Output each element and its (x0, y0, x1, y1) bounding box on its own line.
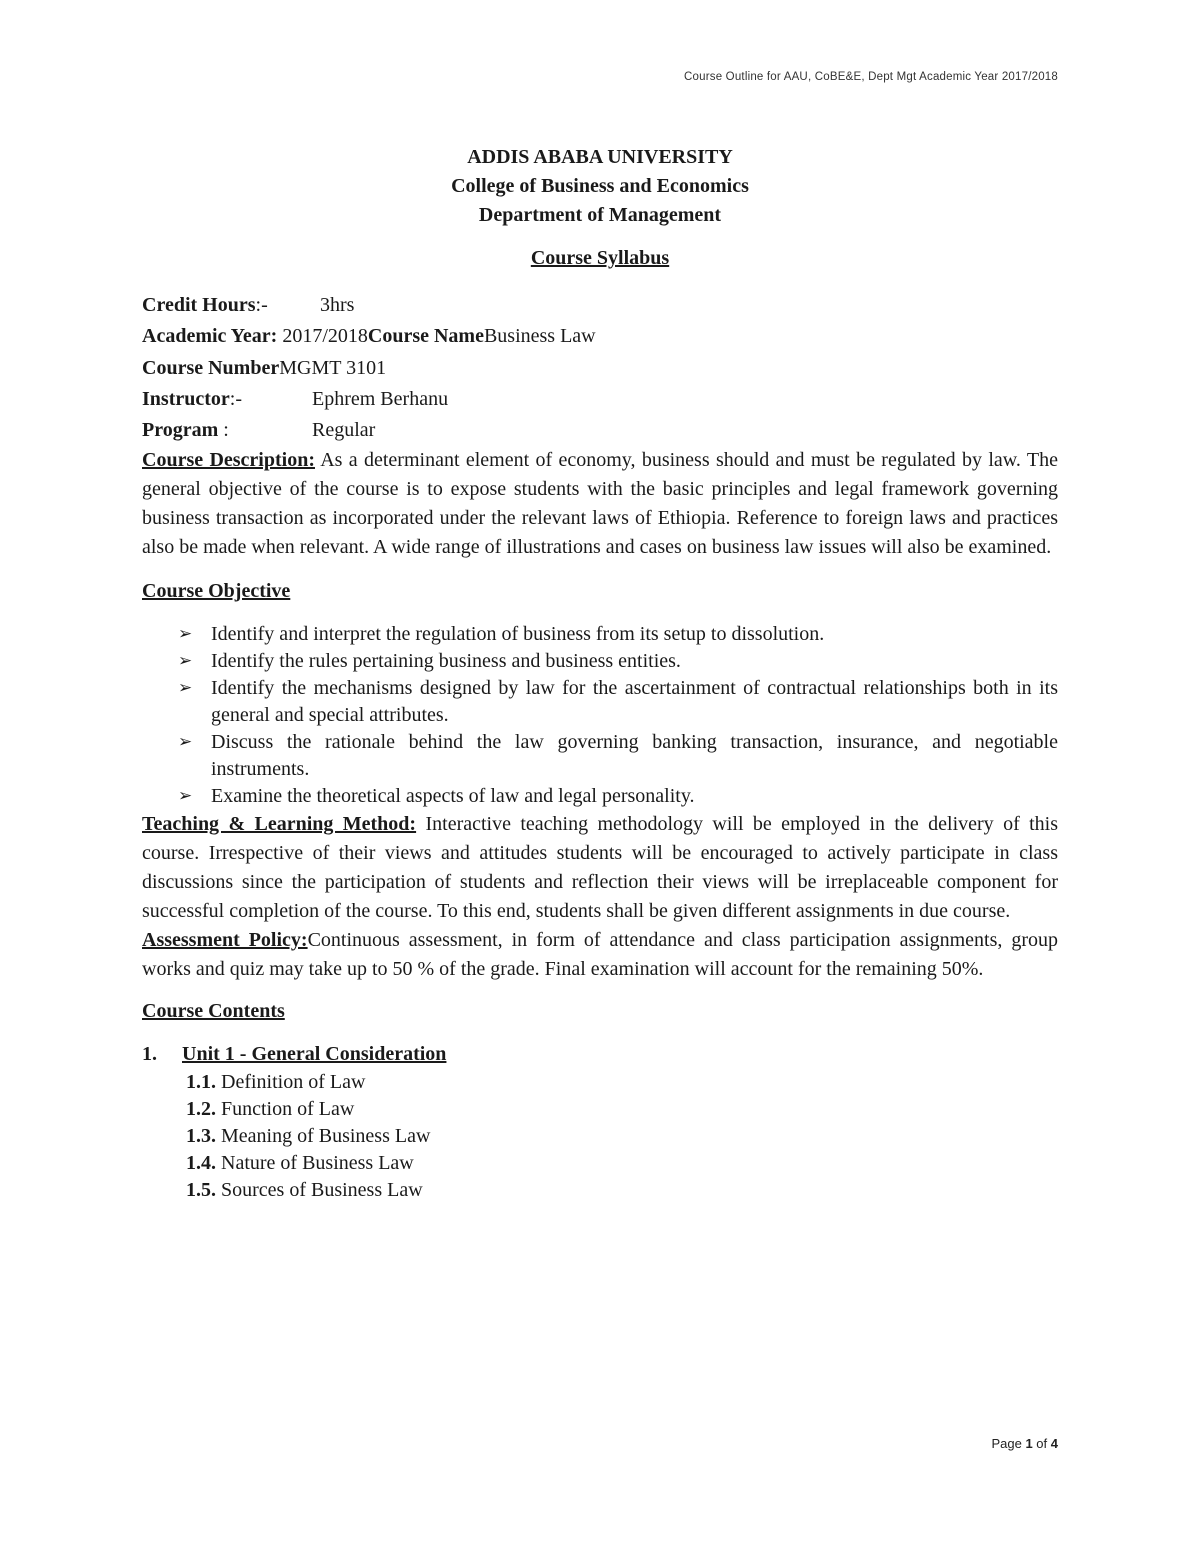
course-number-value: MGMT 3101 (279, 356, 387, 379)
objective-text: Identify the rules pertaining business and business entities. (211, 650, 681, 673)
course-number-row (142, 353, 1058, 384)
course-info (142, 290, 1058, 446)
teaching-method (142, 810, 1058, 926)
unit-number: 1. (142, 1043, 157, 1066)
instructor-sep: :- (229, 387, 242, 410)
subsection-number: 1.1. (186, 1071, 216, 1094)
subsection-text: Sources of Business Law (216, 1179, 423, 1202)
course-objective-title: Course Objective (142, 580, 291, 603)
program-sep: : (218, 419, 229, 442)
objective-text: Identify the mechanisms designed by law for the ascertainment of contractual relationships both in its general and special attributes. (211, 677, 1058, 727)
arrow-bullet-icon: ➢ (178, 786, 193, 807)
course-number-label: Course Number (142, 356, 280, 379)
program-label: Program (142, 419, 219, 442)
running-header: Course Outline for AAU, CoBE&E, Dept Mgt Academic Year 2017/2018 (684, 71, 1058, 83)
college-name: College of Business and Economics (451, 175, 749, 197)
list-item (142, 1150, 1058, 1177)
page-number: 1 (1025, 1436, 1033, 1451)
course-contents-title: Course Contents (142, 1000, 285, 1023)
arrow-bullet-icon: ➢ (178, 678, 193, 699)
teaching-method-label: Teaching & Learning Method: (142, 813, 417, 836)
course-description-text: As a determinant element of economy, business should and must be regulated by law. The general objective of the course is to expose students with the basic principles and legal framework governing business transaction as incorporated under the relevant laws of Ethiopia. Reference to foreign laws and practices also be made when relevant. A wide range of illustrations and cases on business law issues will also be examined. (142, 449, 1059, 559)
assessment-policy-text: Continuous assessment, in form of attendance and class participation assignments, group works and quiz may take up to 50 % of the grade. Final examination will account for the remaining 50%. (142, 929, 1059, 981)
subsection-number: 1.3. (186, 1125, 216, 1148)
course-description (142, 446, 1058, 562)
arrow-bullet-icon: ➢ (178, 732, 193, 753)
page-footer (991, 1436, 1058, 1451)
subsection-text: Meaning of Business Law (216, 1125, 431, 1148)
subsection-number: 1.4. (186, 1152, 216, 1175)
subsection-text: Function of Law (216, 1098, 355, 1121)
list-item (142, 648, 1058, 675)
teaching-method-text: Interactive teaching methodology will be employed in the delivery of this course. Irrespective of their views and attitudes students will be encouraged to actively participate in class discussions since the participation of students and reflection their views will be irreplaceable component for successful completion of the course. To this end, students shall be given different assignments in due course. (142, 813, 1059, 923)
academic-year-label: Academic Year: (142, 325, 278, 348)
objective-text: Discuss the rationale behind the law governing banking transaction, insurance, and negotiable instruments. (211, 731, 1058, 781)
instructor-label: Instructor (142, 387, 230, 410)
credit-hours-label: Credit Hours (142, 294, 256, 316)
academic-year-row (142, 321, 1058, 352)
credit-hours-sep: :- (255, 294, 268, 316)
list-item (142, 621, 1058, 648)
university-name: ADDIS ABABA UNIVERSITY (467, 146, 733, 168)
subsection-text: Nature of Business Law (216, 1152, 414, 1175)
list-item (142, 729, 1058, 783)
unit-heading (142, 1040, 1058, 1069)
list-item (142, 1096, 1058, 1123)
credit-hours-row (142, 290, 1058, 321)
objective-text: Examine the theoretical aspects of law and legal personality. (211, 785, 695, 808)
arrow-bullet-icon: ➢ (178, 624, 193, 645)
subsection-number: 1.5. (186, 1179, 216, 1202)
academic-year-value: 2017/2018 (277, 325, 368, 348)
syllabus-title: Course Syllabus (530, 247, 670, 269)
of-word: of (1032, 1436, 1051, 1451)
unit-title: Unit 1 - General Consideration (182, 1043, 447, 1066)
credit-hours-value: 3hrs (320, 294, 355, 316)
department-name: Department of Management (478, 204, 722, 226)
list-item (142, 783, 1058, 810)
subsection-number: 1.2. (186, 1098, 216, 1121)
list-item (142, 1123, 1058, 1150)
list-item (142, 675, 1058, 729)
list-item (142, 1177, 1058, 1204)
objective-list (142, 621, 1058, 810)
arrow-bullet-icon: ➢ (178, 651, 193, 672)
subsection-text: Definition of Law (216, 1071, 366, 1094)
program-row (142, 415, 1058, 446)
assessment-policy (142, 926, 1058, 984)
instructor-value: Ephrem Berhanu (312, 387, 449, 410)
course-description-label: Course Description: (142, 449, 315, 472)
objective-text: Identify and interpret the regulation of business from its setup to dissolution. (211, 623, 825, 646)
course-name-value: Business Law (483, 325, 596, 348)
list-item (142, 1069, 1058, 1096)
page-word: Page (991, 1436, 1026, 1451)
instructor-row (142, 384, 1058, 415)
program-value: Regular (312, 419, 376, 442)
document-page (142, 143, 1058, 1204)
page-total: 4 (1050, 1436, 1058, 1451)
course-name-label: Course Name (367, 325, 484, 348)
assessment-policy-label: Assessment Policy: (142, 929, 308, 952)
